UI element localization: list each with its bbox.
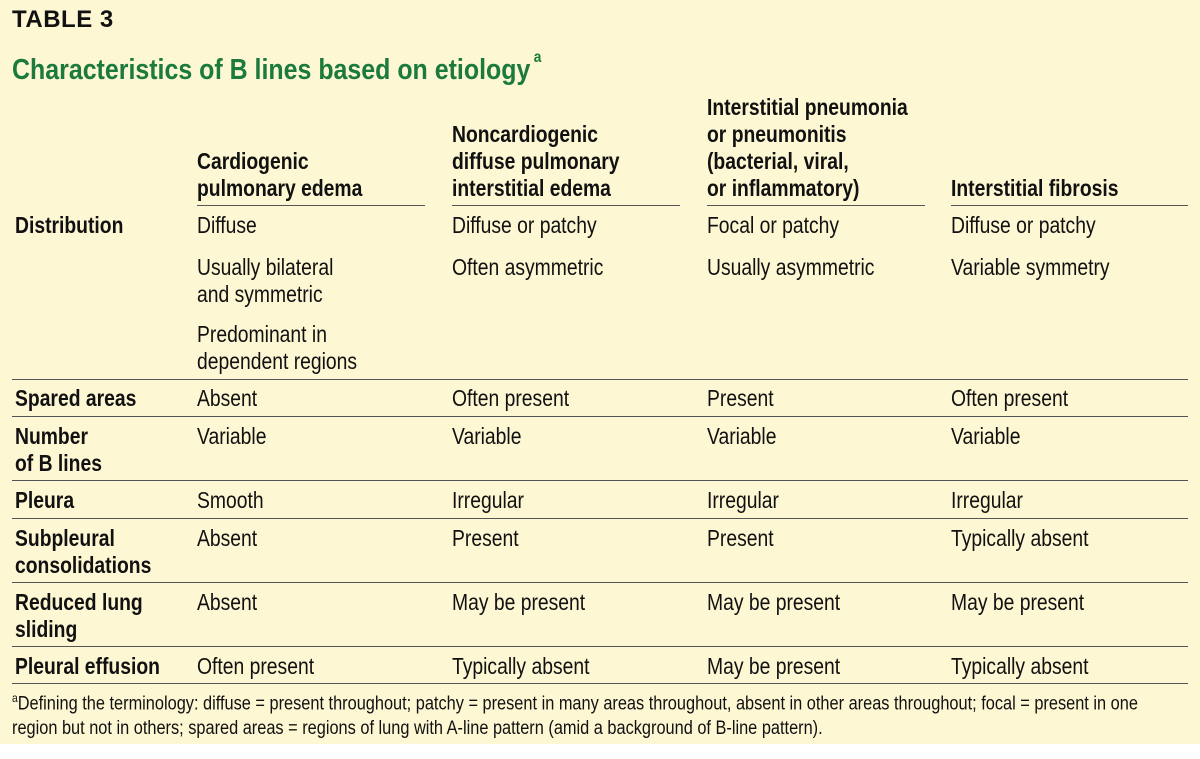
cell-number-c3: Variable xyxy=(707,423,777,449)
cell-sliding-c1: Absent xyxy=(197,589,258,615)
footnote-line2: region but not in others; spared areas = regions of lung with A-line pattern (amid a background of B-line pattern). xyxy=(12,718,823,740)
cell-effusion-c4: Typically absent xyxy=(951,653,1089,679)
cell-subpleural-c1: Absent xyxy=(197,525,258,551)
row-divider xyxy=(12,416,1188,417)
cell-effusion-c3: May be present xyxy=(707,653,841,679)
row-label-sliding-line2: sliding xyxy=(15,616,78,642)
row-divider xyxy=(12,683,1188,684)
cell-number-c4: Variable xyxy=(951,423,1021,449)
cell-spared-c2: Often present xyxy=(452,385,570,411)
header-rule-col1 xyxy=(197,205,425,206)
row-label-pleural-effusion: Pleural effusion xyxy=(15,653,160,679)
row-divider xyxy=(12,379,1188,380)
cell-pleura-c2: Irregular xyxy=(452,487,524,513)
cell-distribution-c1-a: Diffuse xyxy=(197,212,257,238)
col3-header-line3: (bacterial, viral, xyxy=(707,148,849,174)
row-label-distribution: Distribution xyxy=(15,212,124,238)
footnote-marker: a xyxy=(12,691,18,705)
col1-header-line2: pulmonary edema xyxy=(197,175,363,201)
cell-spared-c4: Often present xyxy=(951,385,1069,411)
col3-header-line1: Interstitial pneumonia xyxy=(707,94,908,120)
table-title xyxy=(12,49,542,87)
table-title-text: Characteristics of B lines based on etiology xyxy=(12,54,531,86)
cell-distribution-c3-a: Focal or patchy xyxy=(707,212,840,238)
cell-distribution-c3-b: Usually asymmetric xyxy=(707,254,875,280)
header-rule-col4 xyxy=(951,205,1188,206)
cell-number-c2: Variable xyxy=(452,423,522,449)
col3-header-line2: or pneumonitis xyxy=(707,121,847,147)
table-label: TABLE 3 xyxy=(12,6,114,33)
cell-distribution-c4-a: Diffuse or patchy xyxy=(951,212,1096,238)
title-footnote-marker: a xyxy=(533,49,542,67)
cell-distribution-c2-a: Diffuse or patchy xyxy=(452,212,597,238)
col1-header-line1: Cardiogenic xyxy=(197,148,309,174)
cell-subpleural-c4: Typically absent xyxy=(951,525,1089,551)
cell-distribution-c1-b: Usually bilateral xyxy=(197,254,334,280)
row-divider xyxy=(12,480,1188,481)
row-label-sliding-line1: Reduced lung xyxy=(15,589,143,615)
row-divider xyxy=(12,518,1188,519)
row-label-number-line2: of B lines xyxy=(15,450,102,476)
cell-distribution-c1-d: Predominant in xyxy=(197,321,327,347)
cell-pleura-c4: Irregular xyxy=(951,487,1023,513)
row-label-number-line1: Number xyxy=(15,423,89,449)
cell-pleura-c3: Irregular xyxy=(707,487,779,513)
cell-distribution-c4-b: Variable symmetry xyxy=(951,254,1110,280)
col2-header-line2: diffuse pulmonary xyxy=(452,148,620,174)
col3-header-line4: or inflammatory) xyxy=(707,175,860,201)
cell-effusion-c1: Often present xyxy=(197,653,315,679)
header-rule-col2 xyxy=(452,205,680,206)
cell-distribution-c1-e: dependent regions xyxy=(197,348,358,374)
header-rule-col3 xyxy=(707,205,925,206)
cell-sliding-c2: May be present xyxy=(452,589,586,615)
col4-header: Interstitial fibrosis xyxy=(951,175,1119,201)
cell-sliding-c3: May be present xyxy=(707,589,841,615)
cell-effusion-c2: Typically absent xyxy=(452,653,590,679)
table-footnote xyxy=(12,686,1156,741)
row-label-subpleural-line2: consolidations xyxy=(15,552,152,578)
cell-distribution-c1-c: and symmetric xyxy=(197,281,323,307)
cell-distribution-c2-b: Often asymmetric xyxy=(452,254,604,280)
cell-number-c1: Variable xyxy=(197,423,267,449)
cell-subpleural-c3: Present xyxy=(707,525,774,551)
footnote-line1-text: Defining the terminology: diffuse = present throughout; patchy = present in many areas throughout, absent in other areas throughout; focal = present in one xyxy=(17,693,1138,715)
row-label-spared-areas: Spared areas xyxy=(15,385,137,411)
row-divider xyxy=(12,646,1188,647)
col2-header-line1: Noncardiogenic xyxy=(452,121,599,147)
cell-sliding-c4: May be present xyxy=(951,589,1085,615)
cell-spared-c1: Absent xyxy=(197,385,258,411)
col2-header-line3: interstitial edema xyxy=(452,175,611,201)
row-label-pleura: Pleura xyxy=(15,487,75,513)
row-divider xyxy=(12,582,1188,583)
footnote-line1 xyxy=(12,686,1156,716)
cell-subpleural-c2: Present xyxy=(452,525,519,551)
cell-spared-c3: Present xyxy=(707,385,774,411)
row-label-subpleural-line1: Subpleural xyxy=(15,525,115,551)
cell-pleura-c1: Smooth xyxy=(197,487,264,513)
